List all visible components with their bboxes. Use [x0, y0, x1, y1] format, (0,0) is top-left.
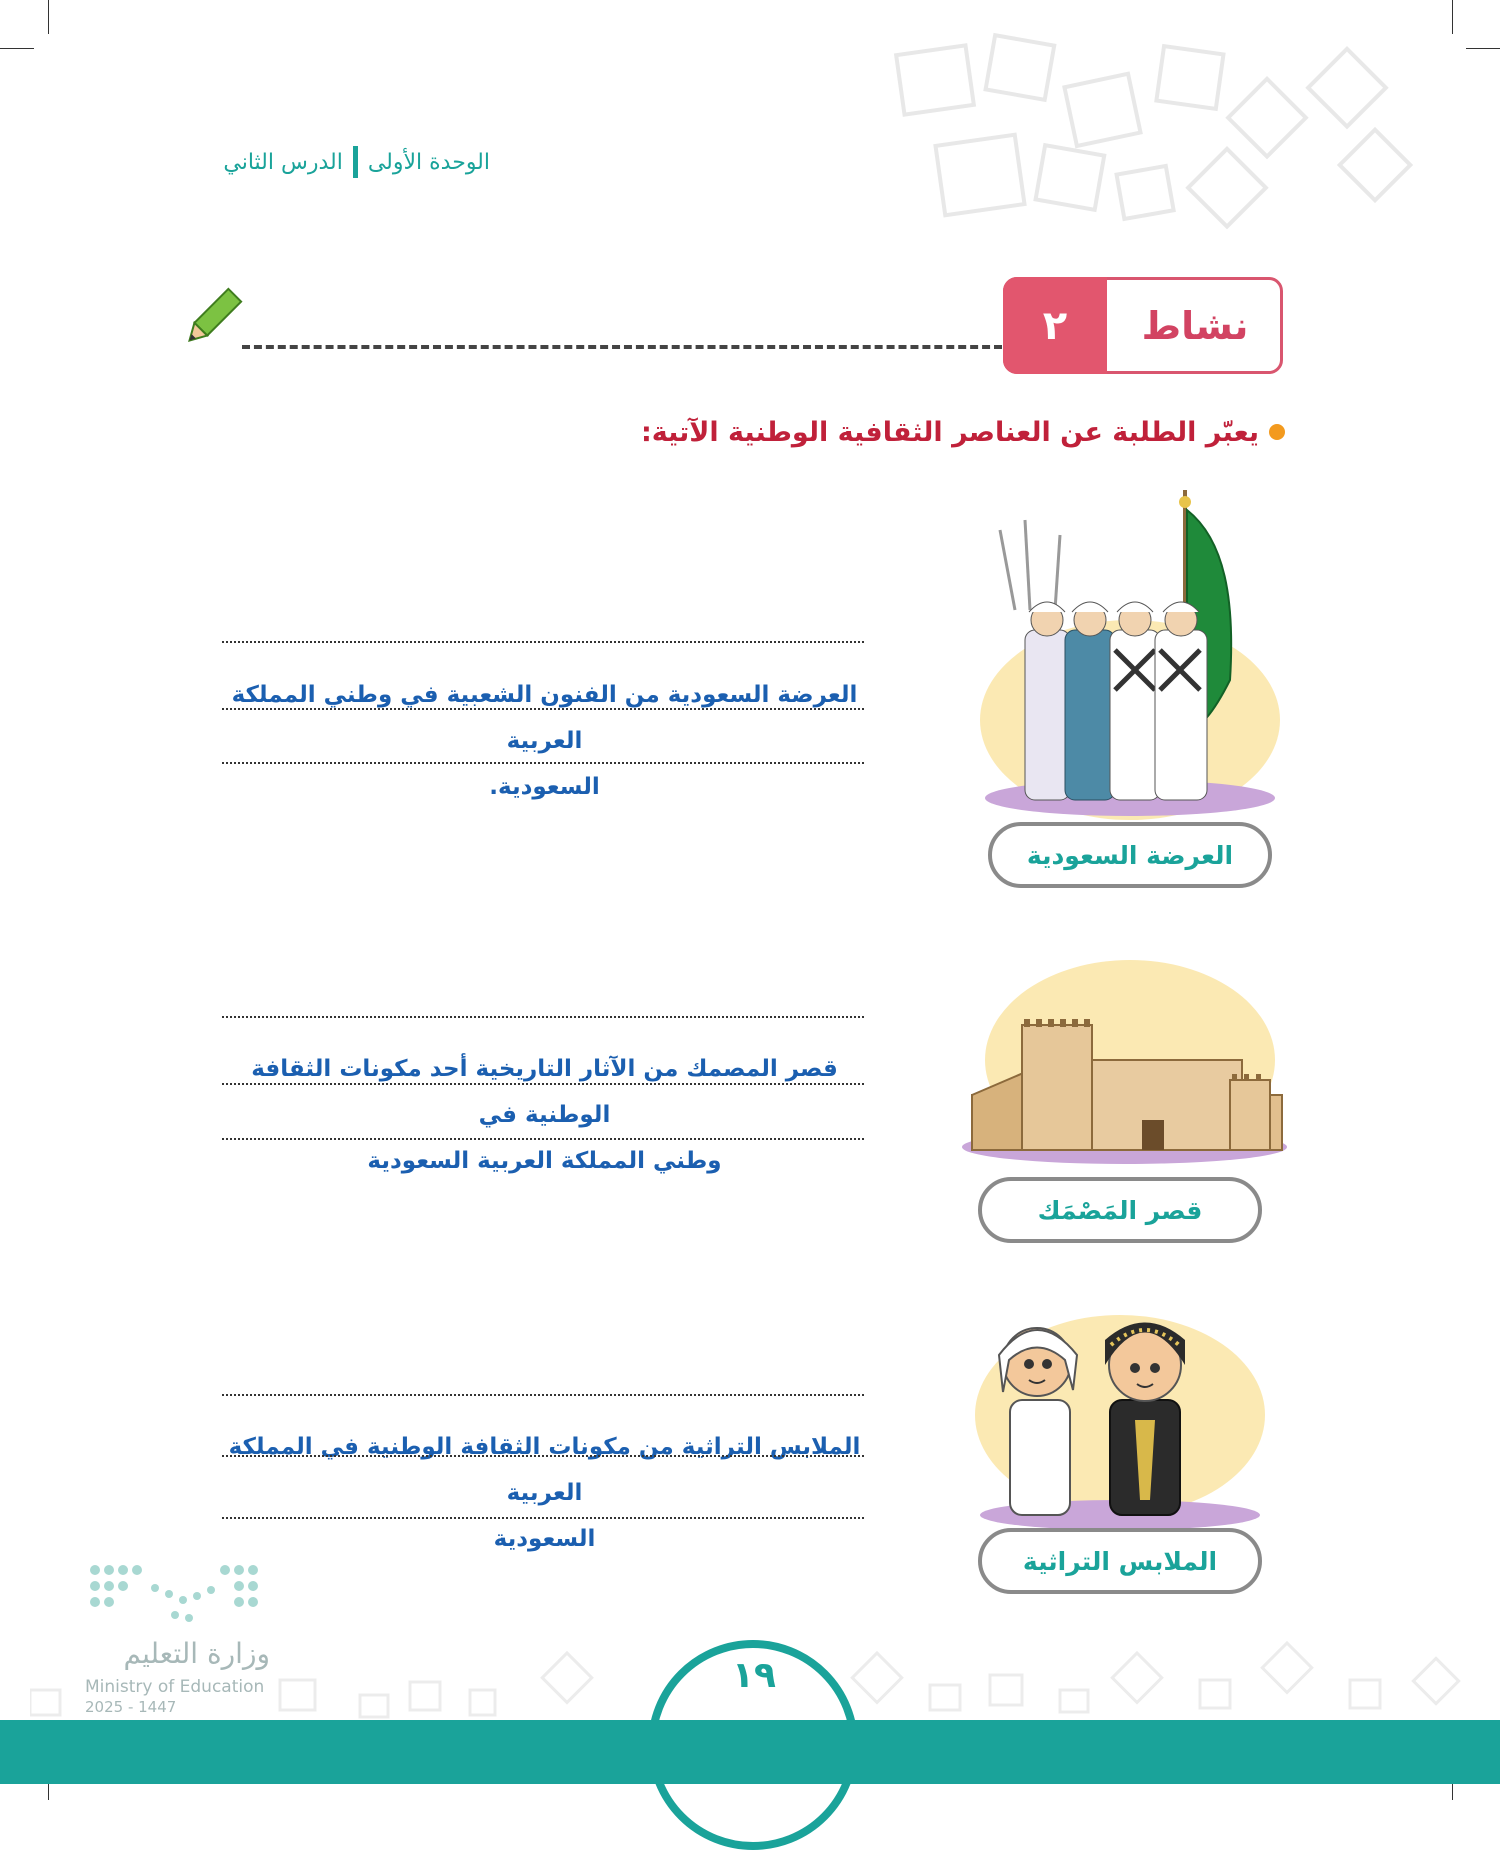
answer-dotted-line — [222, 1455, 864, 1457]
answer-masmak-line2: وطني المملكة العربية السعودية — [367, 1148, 722, 1174]
lesson-label: الدرس الثاني — [223, 149, 343, 175]
answer-ardah-line1: العرضة السعودية من الفنون الشعبية في وطني المملكة العربية — [231, 682, 858, 754]
instruction — [600, 412, 1285, 452]
footer-bar — [0, 1720, 1500, 1784]
activity-number: ٢ — [1003, 277, 1107, 374]
answer-dotted-line — [222, 1517, 864, 1519]
ministry-name-arabic: وزارة التعليم — [123, 1637, 270, 1670]
caption-ardah: العرضة السعودية — [988, 822, 1272, 888]
ardah-dancers-illustration — [985, 480, 1275, 820]
answer-dotted-line — [222, 1083, 864, 1085]
answer-dotted-line — [222, 708, 864, 710]
pencil-icon — [175, 285, 245, 355]
answer-traditional-clothes — [222, 1424, 867, 1562]
unit-label: الوحدة الأولى — [367, 149, 490, 175]
answer-dotted-line — [222, 762, 864, 764]
activity-label: نشاط — [1141, 303, 1249, 348]
answer-dotted-line — [222, 641, 864, 643]
decorative-pattern — [880, 20, 1440, 230]
dashed-divider — [242, 345, 1002, 349]
traditional-clothes-illustration — [985, 1300, 1225, 1530]
page-number: ١٩ — [732, 1655, 776, 1696]
breadcrumb — [160, 142, 490, 182]
crop-mark — [1466, 48, 1500, 49]
crop-mark — [1452, 0, 1453, 34]
answer-dotted-line — [222, 1138, 864, 1140]
answer-masmak-line1: قصر المصمك من الآثار التاريخية أحد مكونات الثقافة الوطنية في — [251, 1056, 838, 1128]
answer-ardah-line2: السعودية. — [489, 774, 600, 800]
answer-ardah — [222, 672, 867, 810]
caption-masmak: قصر المَصْمَك — [978, 1177, 1262, 1243]
answer-clothes-line2: السعودية — [493, 1526, 596, 1552]
answer-masmak — [222, 1046, 867, 1184]
breadcrumb-separator — [353, 146, 358, 178]
answer-dotted-line — [222, 1394, 864, 1396]
instruction-text: يعبّر الطلبة عن العناصر الثقافية الوطنية الآتية: — [640, 416, 1259, 448]
ministry-logo-icon — [85, 1560, 270, 1635]
answer-clothes-line1: الملابس التراثية من مكونات الثقافة الوطنية في المملكة العربية — [228, 1434, 861, 1506]
ministry-name-english: Ministry of Education — [85, 1677, 265, 1697]
masmak-fort-illustration — [962, 1005, 1287, 1155]
crop-mark — [48, 0, 49, 34]
answer-dotted-line — [222, 1016, 864, 1018]
caption-traditional-clothes: الملابس التراثية — [978, 1528, 1262, 1594]
crop-mark — [0, 48, 34, 49]
ministry-year: 2025 - 1447 — [85, 1698, 177, 1716]
bullet-icon — [1269, 424, 1285, 440]
